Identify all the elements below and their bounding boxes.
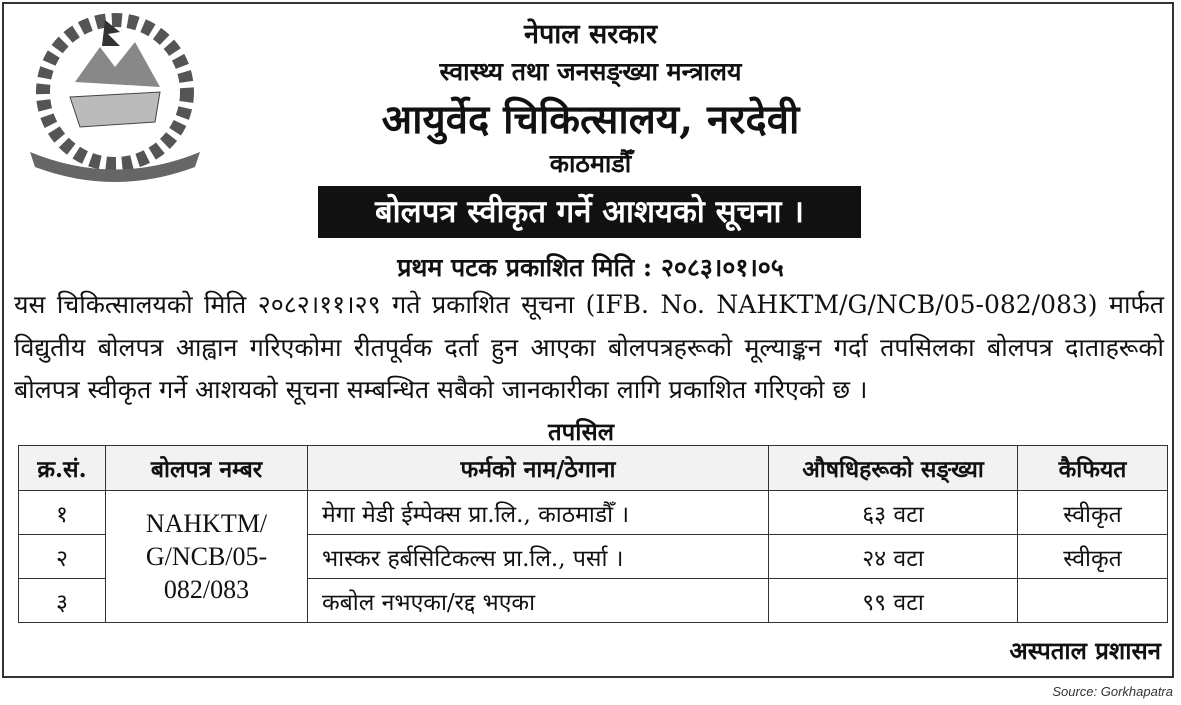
count-cell: ९९ वटा [769, 579, 1018, 623]
notice-title: बोलपत्र स्वीकृत गर्ने आशयको सूचना । [318, 186, 861, 238]
firm-cell: मेगा मेडी ईम्पेक्स प्रा.लि., काठमाडौँ । [308, 491, 769, 535]
firm-cell: भास्कर हर्बसिटिकल्स प्रा.लि., पर्सा । [308, 535, 769, 579]
table-header-row [19, 446, 1168, 491]
bid-number-cell: NAHKTM/ G/NCB/05- 082/083 [106, 491, 308, 623]
table-row [19, 491, 1168, 535]
col-sn: क्र.सं. [19, 446, 106, 491]
count-cell: ६३ वटा [769, 491, 1018, 535]
col-firm: फर्मको नाम/ठेगाना [308, 446, 769, 491]
col-remark: कैफियत [1018, 446, 1168, 491]
ministry-name: स्वास्थ्य तथा जनसङ्ख्या मन्त्रालय [439, 57, 742, 86]
details-heading: तपसिल [548, 417, 615, 446]
col-bid-number: बोलपत्र नम्बर [106, 446, 308, 491]
first-published-date: प्रथम पटक प्रकाशित मिति : २०८३।०१।०५ [397, 253, 784, 282]
col-count: औषधिहरूको सङ्ख्या [769, 446, 1018, 491]
hospital-name: आयुर्वेद चिकित्सालय, नरदेवी [381, 96, 800, 143]
location: काठमाडौँ [549, 149, 632, 178]
remark-cell: स्वीकृत [1018, 535, 1168, 579]
government-name: नेपाल सरकार [523, 19, 658, 50]
count-cell: २४ वटा [769, 535, 1018, 579]
sn-cell: २ [19, 535, 106, 579]
notice-body: यस चिकित्सालयको मिति २०८२।११।२९ गते प्रकाशित सूचना (IFB. No. NAHKTM/G/NCB/05-082/083) मार्फत विद्युतीय बोलपत्र आह्वान गरिएकोमा रीतपूर्वक दर्ता हुन आएका बोलपत्रहरूको मूल्याङ्कन गर्दा तपसिलका बोलपत्र दाताहरूको बोलपत्र स्वीकृत गर्ने आशयको सूचना सम्बन्धित सबैको जानकारीका लागि प्रकाशित गरिएको छ । [14, 290, 1164, 404]
remark-cell [1018, 579, 1168, 623]
source-credit: Source: Gorkhapatra [1052, 684, 1173, 699]
firm-cell: कबोल नभएका/रद्द भएका [308, 579, 769, 623]
bid-table [18, 445, 1168, 623]
sn-cell: १ [19, 491, 106, 535]
remark-cell: स्वीकृत [1018, 491, 1168, 535]
signature: अस्पताल प्रशासन [1009, 636, 1161, 665]
sn-cell: ३ [19, 579, 106, 623]
